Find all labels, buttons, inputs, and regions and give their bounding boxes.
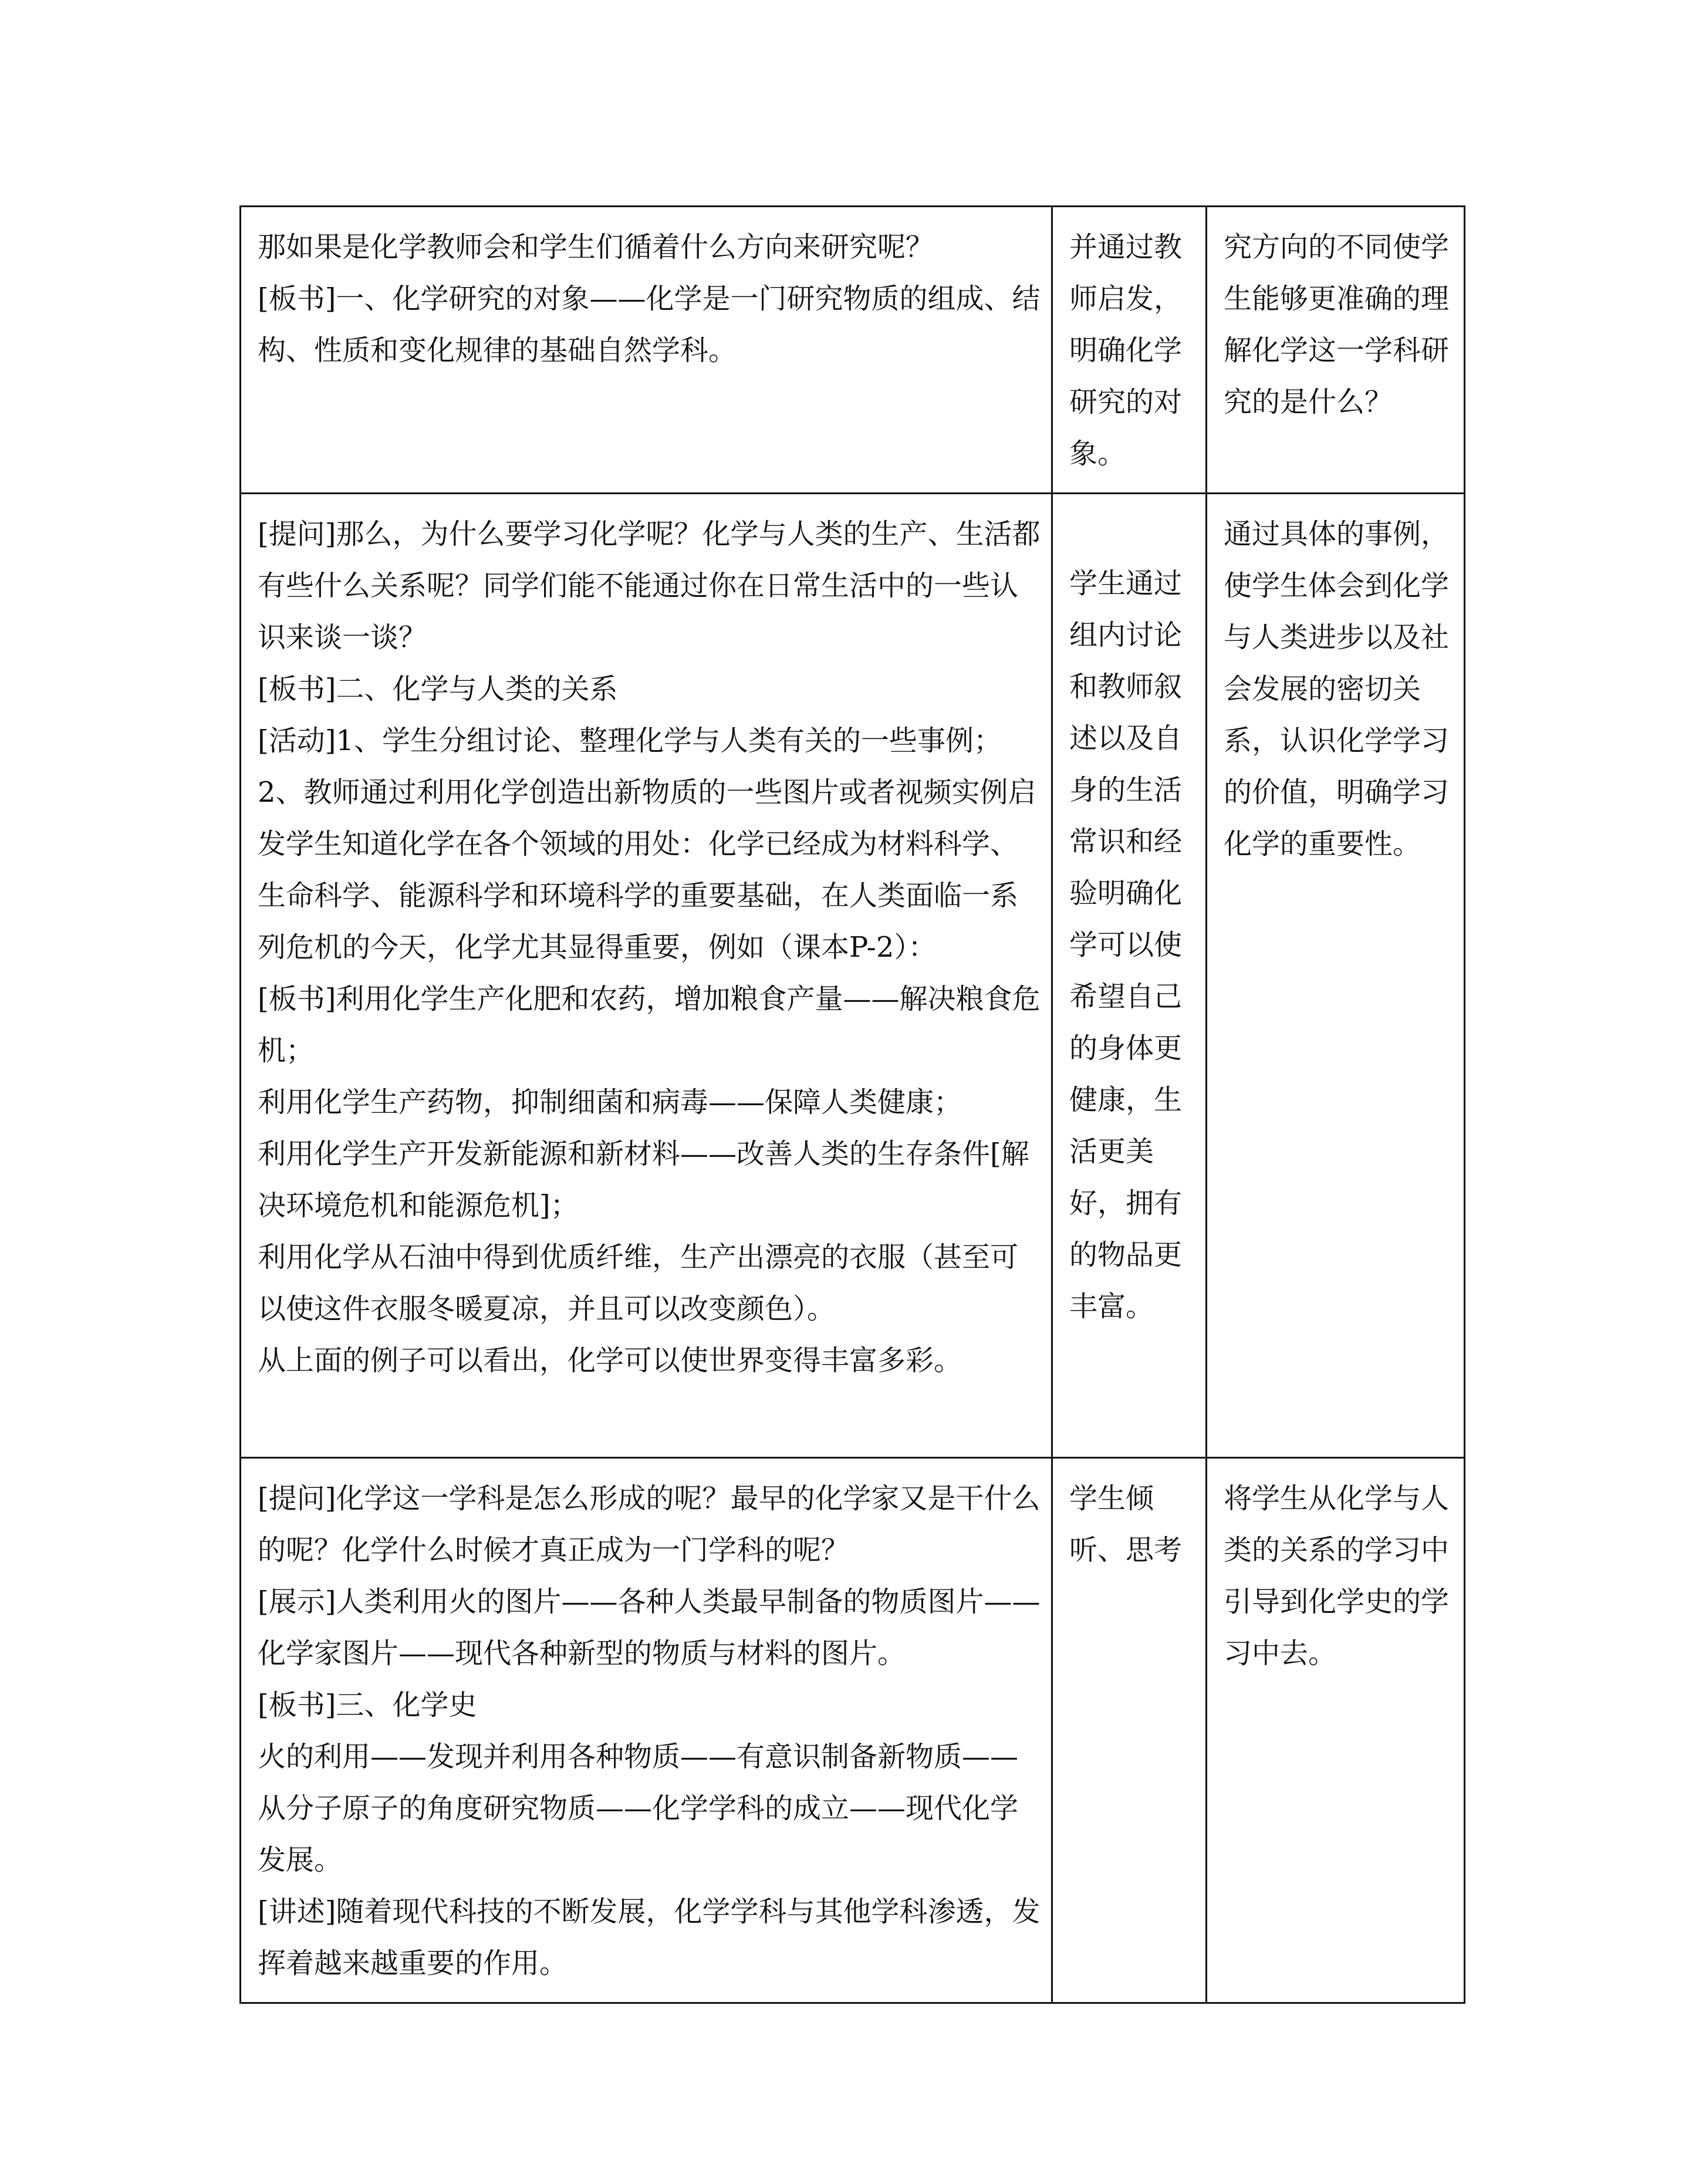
design-intent-cell: 将学生从化学与人类的关系的学习中引导到化学史的学习中去。 [1207,1458,1465,2003]
teaching-content-cell [241,1458,1052,2003]
content-paragraph: [板书]三、化学史 [258,1689,477,1721]
content-paragraph: 利用化学从石油中得到优质纤维，生产出漂亮的衣服（甚至可以使这件衣服冬暖夏凉，并且可以改变颜色）。 [258,1241,1019,1325]
student-activity-cell: 并通过教师启发，明确化学研究的对象。 [1052,207,1207,494]
content-paragraph: [板书]二、化学与人类的关系 [258,673,618,706]
design-intent-cell: 究方向的不同使学生能够更准确的理解化学这一学科研究的是什么？ [1207,207,1465,494]
content-paragraph: [讲述]随着现代科技的不断发展，化学学科与其他学科渗透，发挥着越来越重要的作用。 [258,1895,1041,1980]
content-paragraph: [板书]一、化学研究的对象——化学是一门研究物质的组成、结构、性质和变化规律的基础自然学科。 [258,282,1041,367]
content-paragraph: 火的利用——发现并利用各种物质——有意识制备新物质——从分子原子的角度研究物质——化学学科的成立——现代化学发展。 [258,1740,1019,1876]
content-paragraph: 那如果是化学教师会和学生们循着什么方向来研究呢？ [258,231,934,264]
content-paragraph: [活动]1、学生分组讨论、整理化学与人类有关的一些事例；2、教师通过利用化学创造出新物质的一些图片或者视频实例启发学生知道化学在各个领域的用处：化学已经成为材料科学、生命科学、能源科学和环境科学的重要基础，在人类面临一系列危机的今天，化学尤其显得重要，例如（课本P-2）： [258,724,1036,964]
design-intent-cell: 通过具体的事例，使学生体会到化学与人类进步以及社会发展的密切关系，认识化学学习的价值，明确学习化学的重要性。 [1207,494,1465,1458]
content-paragraph: 利用化学生产开发新能源和新材料——改善人类的生存条件[解决环境危机和能源危机]； [258,1137,1029,1222]
student-activity-cell: 学生倾听、思考 [1052,1458,1207,2003]
content-paragraph: [提问]化学这一学科是怎么形成的呢？最早的化学家又是干什么的呢？化学什么时候才真正成为一门学科的呢？ [258,1482,1041,1567]
teaching-content-cell [241,494,1052,1458]
content-paragraph: 利用化学生产药物，抑制细菌和病毒——保障人类健康； [258,1086,962,1119]
teaching-content-cell [241,207,1052,494]
content-paragraph: [提问]那么，为什么要学习化学呢？化学与人类的生产、生活都有些什么关系呢？同学们能不能通过你在日常生活中的一些认识来谈一谈？ [258,518,1041,654]
student-activity-cell: 学生通过组内讨论和教师叙述以及自身的生活常识和经验明确化学可以使希望自己的身体更健康，生活更美好，拥有的物品更丰富。 [1052,494,1207,1458]
table-row [241,207,1465,494]
lesson-plan-table [239,205,1465,2004]
content-paragraph: 从上面的例子可以看出，化学可以使世界变得丰富多彩。 [258,1344,962,1377]
content-paragraph: [板书]利用化学生产化肥和农药，增加粮食产量——解决粮食危机； [258,983,1041,1067]
table-row [241,1458,1465,2003]
content-paragraph: [展示]人类利用火的图片——各种人类最早制备的物质图片——化学家图片——现代各种新型的物质与材料的图片。 [258,1585,1041,1670]
table-row [241,494,1465,1458]
